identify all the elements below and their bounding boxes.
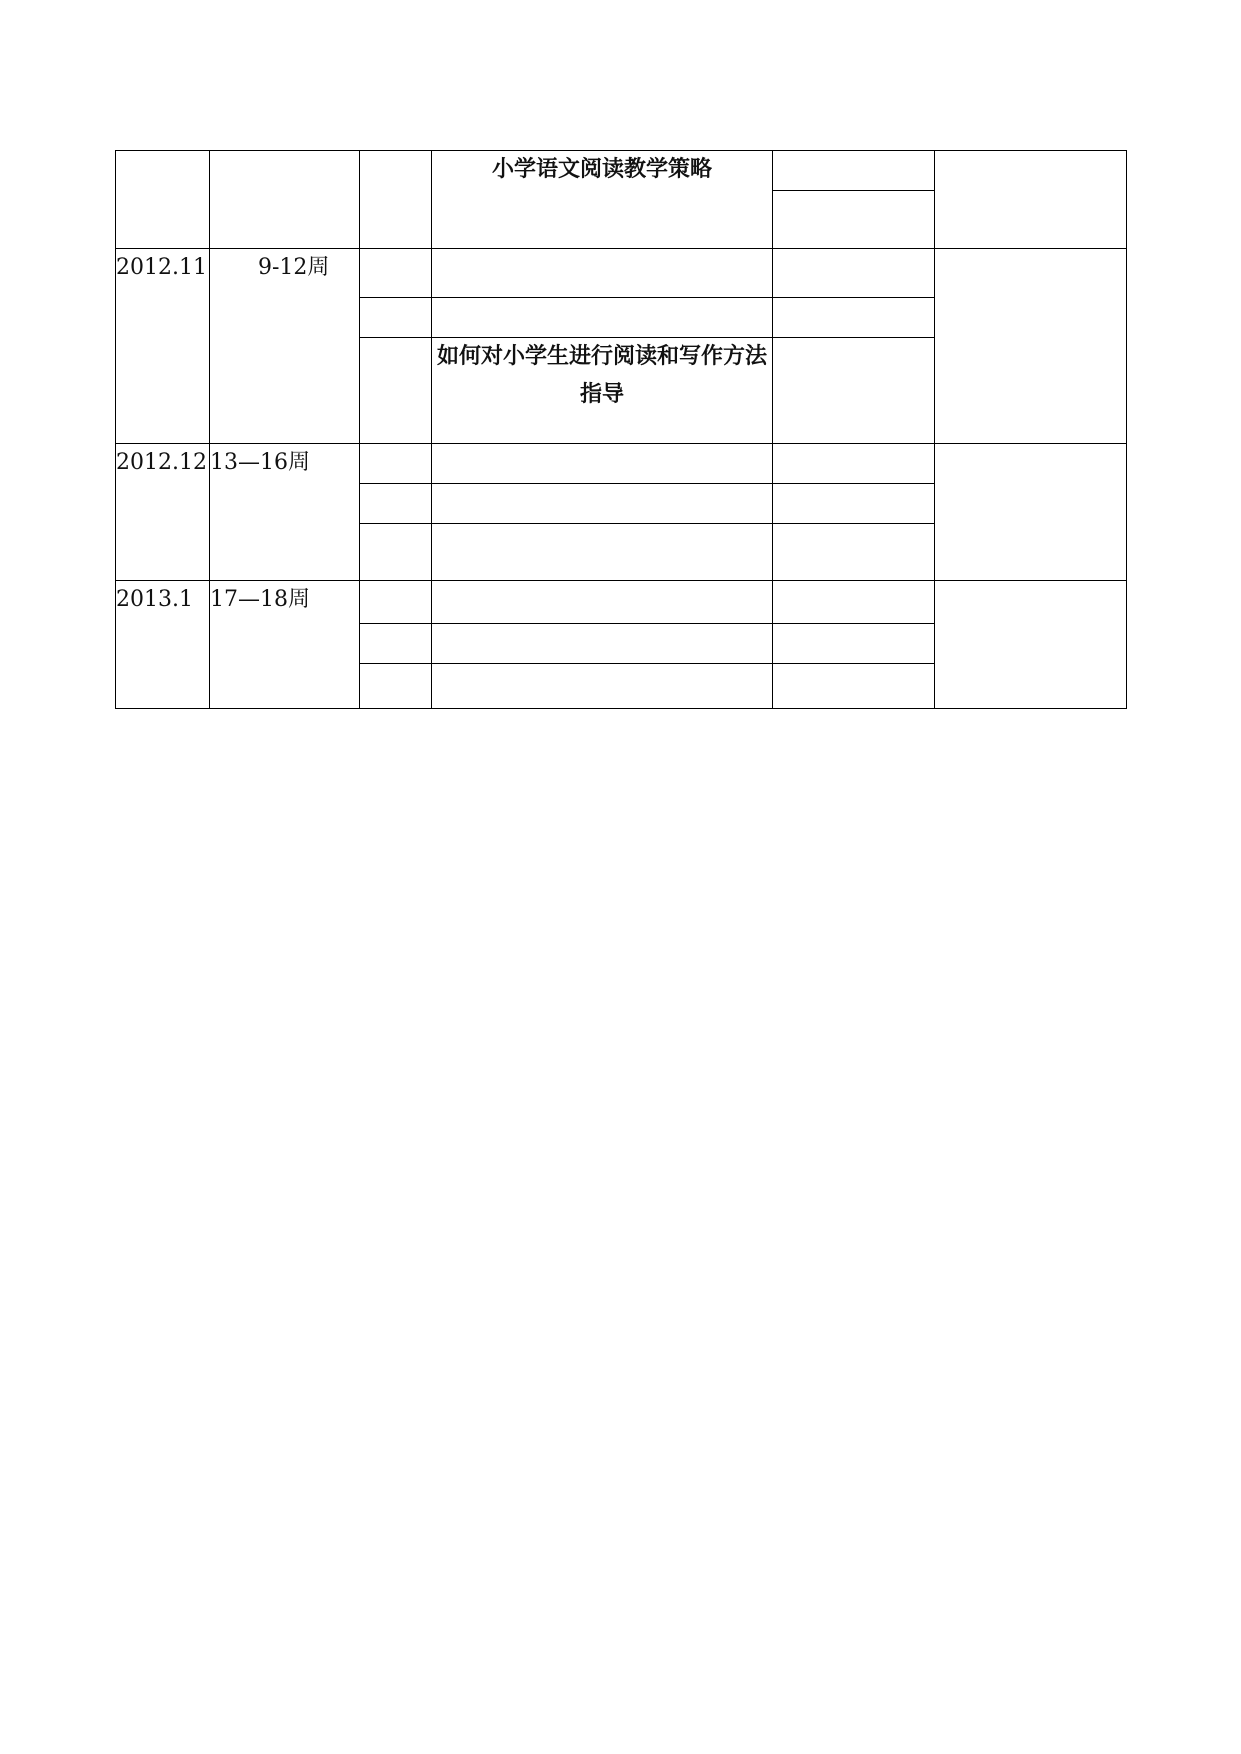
table-cell [360, 664, 432, 709]
week-cell [210, 151, 360, 249]
table-cell [360, 484, 432, 524]
table-cell [935, 581, 1127, 709]
table-cell [432, 524, 773, 581]
table-cell [432, 581, 773, 624]
table-cell [773, 581, 935, 624]
table-cell [773, 191, 935, 249]
date-cell: 2012.12 [116, 444, 210, 581]
table-cell [935, 249, 1127, 444]
table-cell [432, 664, 773, 709]
date-cell [116, 151, 210, 249]
table-cell [360, 249, 432, 298]
date-cell: 2013.1 [116, 581, 210, 709]
table-cell [360, 444, 432, 484]
table-cell [432, 484, 773, 524]
table-cell [773, 249, 935, 298]
schedule-table [115, 150, 1127, 709]
table-cell [773, 624, 935, 664]
topic-cell: 如何对小学生进行阅读和写作方法指导 [432, 338, 773, 444]
table-cell [935, 151, 1127, 249]
table-row [116, 444, 1127, 484]
table-cell [773, 484, 935, 524]
table-cell [773, 524, 935, 581]
table-cell [360, 338, 432, 444]
table-cell [432, 624, 773, 664]
table-row [116, 151, 1127, 191]
table-cell [773, 444, 935, 484]
table-cell [360, 524, 432, 581]
table-cell [432, 444, 773, 484]
table-cell [773, 298, 935, 338]
week-cell: 17—18周 [210, 581, 360, 709]
date-cell: 2012.11 [116, 249, 210, 444]
table-cell [360, 581, 432, 624]
table-row [116, 581, 1127, 624]
table-cell [432, 249, 773, 298]
table-cell [360, 298, 432, 338]
table-cell [773, 664, 935, 709]
table-cell [360, 151, 432, 249]
week-cell: 9-12周 [210, 249, 360, 444]
table-cell [360, 624, 432, 664]
table-row [116, 249, 1127, 298]
week-cell: 13—16周 [210, 444, 360, 581]
table-cell [773, 338, 935, 444]
topic-cell: 小学语文阅读教学策略 [432, 151, 773, 249]
table-cell [432, 298, 773, 338]
table-cell [935, 444, 1127, 581]
table-cell [773, 151, 935, 191]
